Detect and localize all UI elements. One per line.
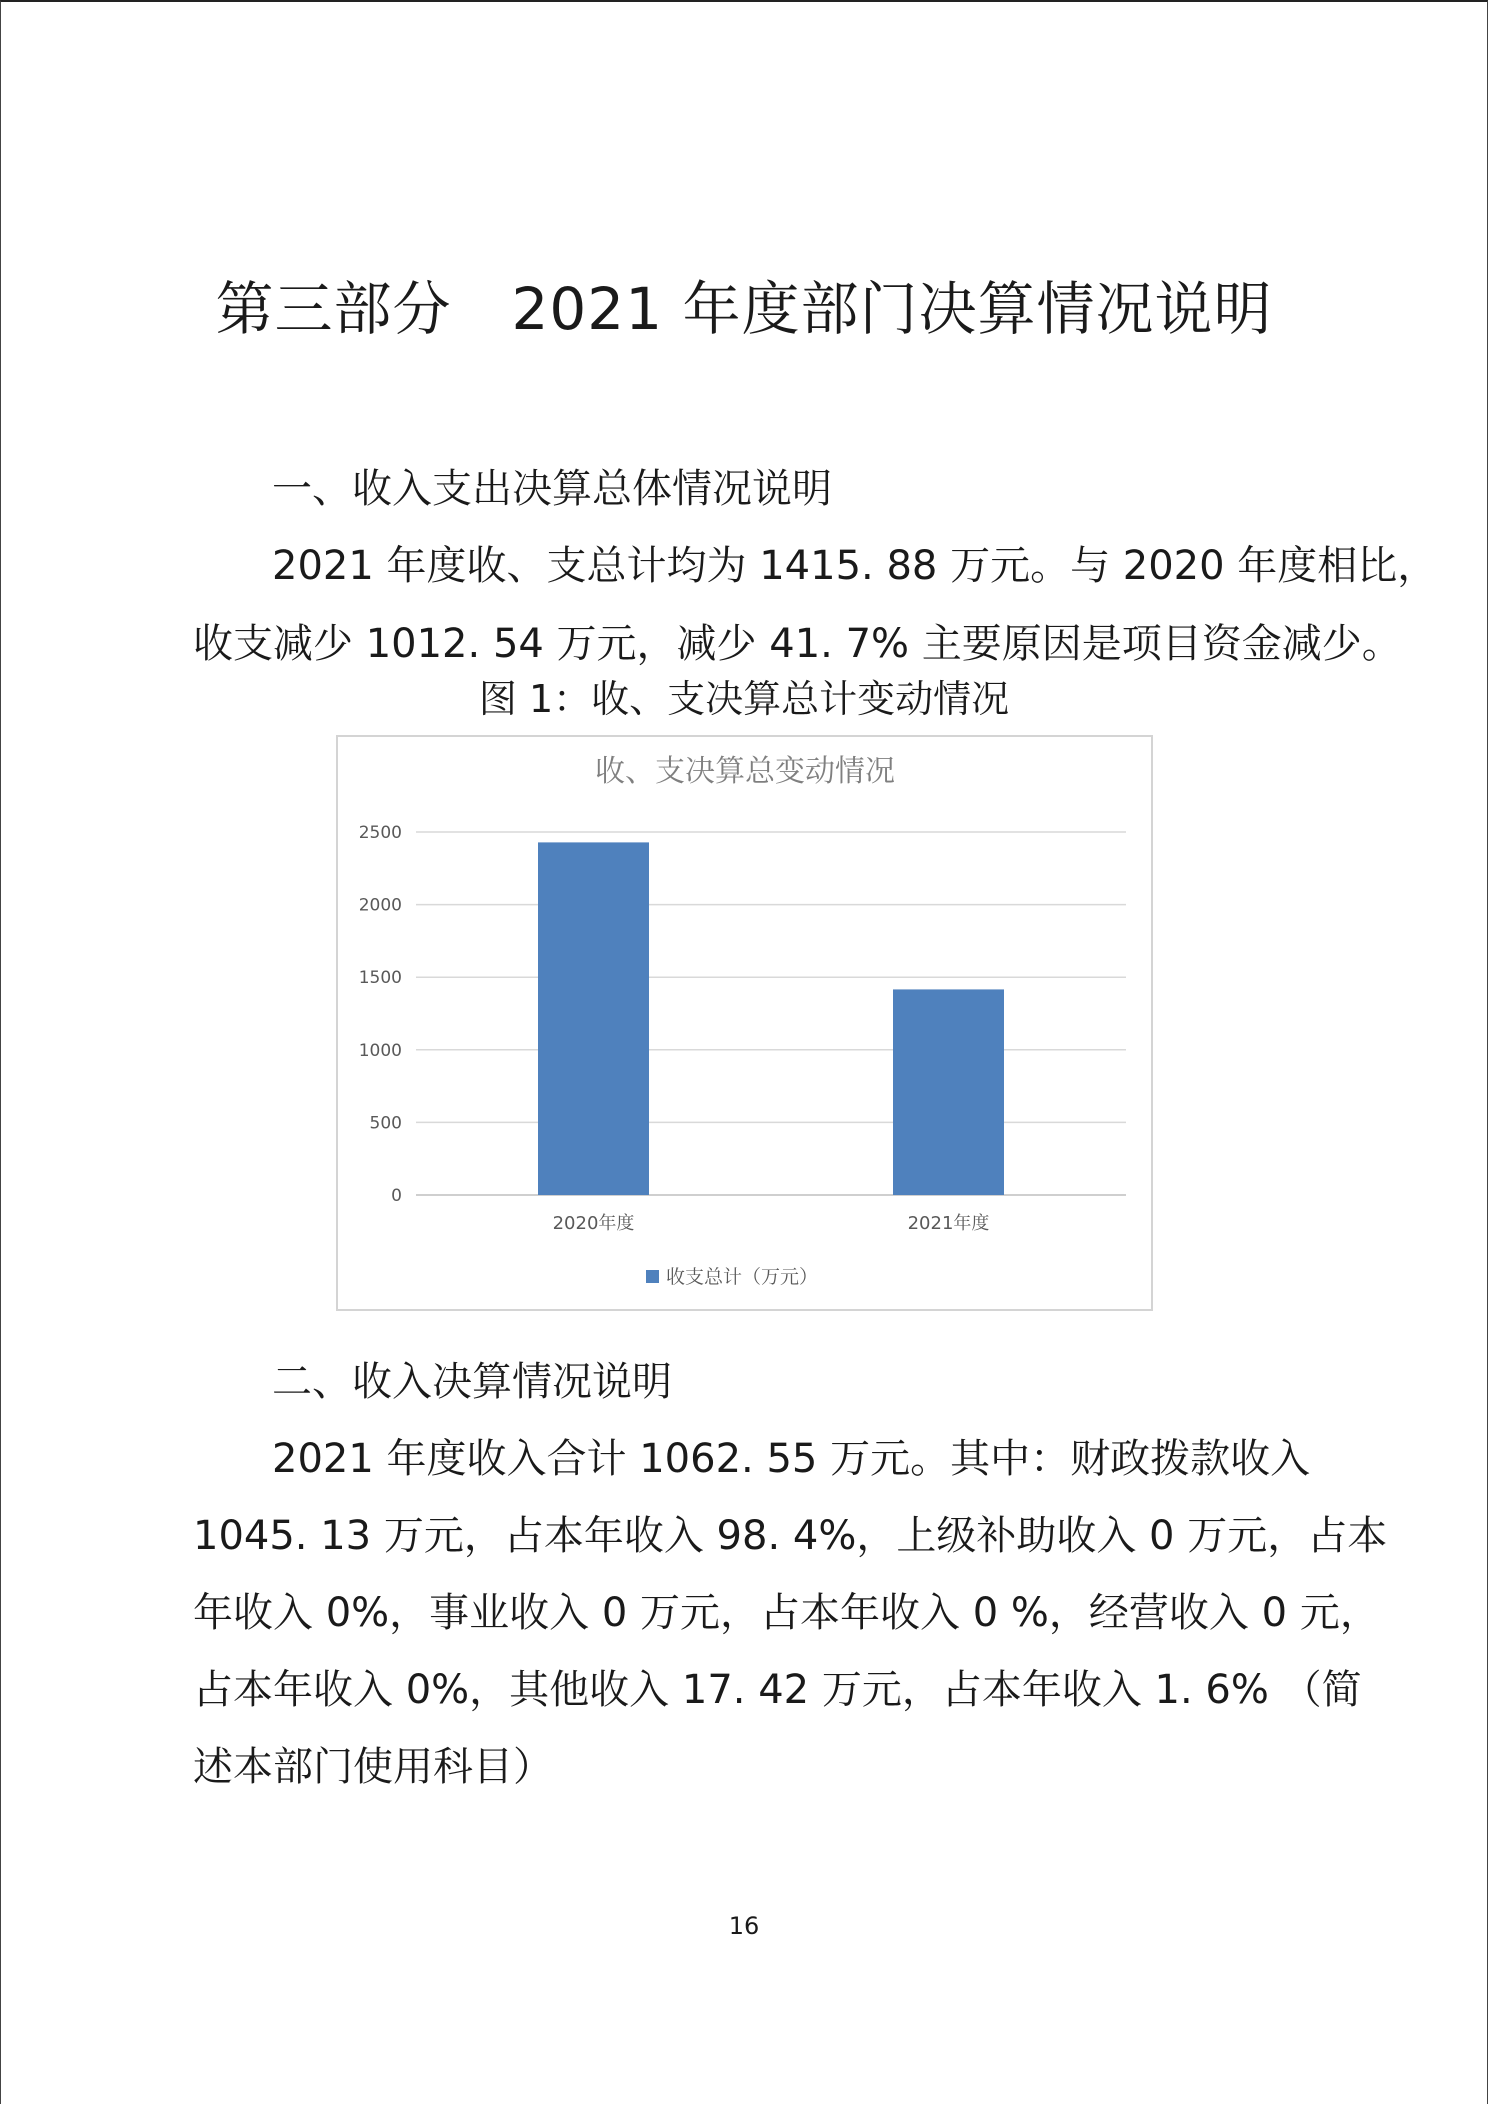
x-tick-label: 2020年度 [552, 1213, 635, 1234]
page-title [0, 262, 1488, 346]
section2-line-5: 述本部门使用科目） [193, 1744, 553, 1790]
section2-line-4: 占本年收入 0%，其他收入 17. 42 万元，占本年收入 1. 6% （简 [193, 1667, 1362, 1713]
y-tick-label: 1500 [358, 968, 402, 989]
title-main: 2021 年度部门决算情况说明 [511, 275, 1273, 343]
bar-chart [336, 735, 1153, 1311]
section1-line-1: 2021 年度收、支总计均为 1415. 88 万元。与 2020 年度相比， [272, 543, 1438, 589]
section2-line-3: 年收入 0%，事业收入 0 万元，占本年收入 0 %，经营收入 0 元， [193, 1590, 1380, 1636]
page-number: 16 [728, 1912, 760, 1940]
y-tick-label: 1000 [358, 1040, 402, 1061]
y-tick-label: 2000 [358, 895, 402, 916]
section2-line-1: 2021 年度收入合计 1062. 55 万元。其中：财政拨款收入 [272, 1436, 1311, 1482]
section1-heading: 一、收入支出决算总体情况说明 [272, 466, 832, 512]
legend-label: 收支总计（万元） [666, 1266, 819, 1288]
y-tick-label: 0 [391, 1186, 402, 1206]
section2-line-2: 1045. 13 万元，占本年收入 98. 4%，上级补助收入 0 万元，占本 [193, 1513, 1388, 1559]
bar [538, 842, 649, 1195]
legend-swatch [646, 1270, 659, 1283]
y-tick-label: 2500 [358, 823, 402, 843]
y-tick-label: 500 [369, 1113, 402, 1134]
bar [893, 989, 1004, 1195]
title-part: 第三部分 [215, 275, 452, 343]
chart-title: 收、支决算总变动情况 [595, 754, 895, 789]
x-tick-label: 2021年度 [907, 1213, 990, 1234]
figure-caption: 图 1：收、支决算总计变动情况 [478, 677, 1010, 721]
chart-canvas [338, 737, 1151, 1309]
section2-heading: 二、收入决算情况说明 [272, 1359, 672, 1405]
section1-line-2: 收支减少 1012. 54 万元，减少 41. 7% 主要原因是项目资金减少。 [193, 621, 1402, 667]
